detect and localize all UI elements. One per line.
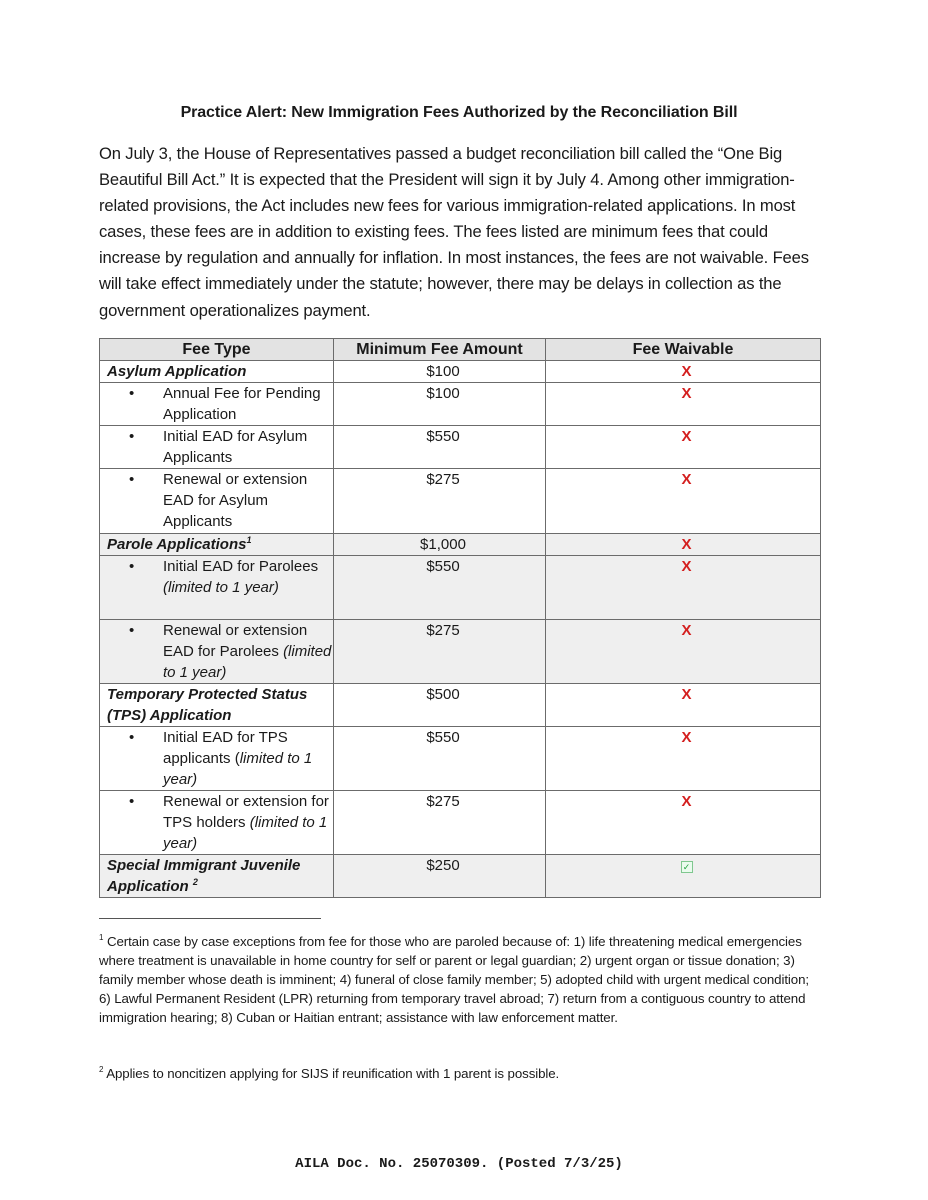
fee-waivable-cell <box>546 791 821 855</box>
fee-waivable-cell <box>546 684 821 727</box>
bullet-icon: • <box>129 428 135 445</box>
table-row-subitem <box>100 383 821 426</box>
header-fee-type: Fee Type <box>100 339 334 361</box>
fee-amount-cell: $275 <box>334 620 546 684</box>
table-row-subitem <box>100 426 821 469</box>
fee-table-body <box>100 361 821 898</box>
fee-amount-cell: $275 <box>334 469 546 534</box>
fee-amount-cell: $100 <box>334 361 546 383</box>
table-row-category <box>100 361 821 383</box>
table-row-subitem <box>100 791 821 855</box>
fee-amount-cell: $550 <box>334 727 546 791</box>
fee-amount-cell: $100 <box>334 383 546 426</box>
subitem-label: Initial EAD for TPS applicants (limited to 1 year) <box>163 729 313 788</box>
fee-amount-cell: $275 <box>334 791 546 855</box>
x-mark-icon: X <box>681 686 692 703</box>
limit-note: (limited to 1 year) <box>163 643 332 681</box>
intro-paragraph: On July 3, the House of Representatives passed a budget reconciliation bill called the “One Big Beautiful Bill Act.” It is expected that the President will sign it by July 4. Among other immigration-related provisions, the Act includes new fees for various immigration-related applications. In most cases, these fees are in addition to existing fees. The fees listed are minimum fees that could increase by regulation and annually for inflation. In most instances, the fees are not waivable. Fees will take effect immediately under the statute; however, there may be delays in collection as the government operationalizes payment. <box>99 144 809 320</box>
limit-note: (limited to 1 year) <box>163 814 328 852</box>
fee-table <box>99 338 821 898</box>
fee-type-cell <box>100 426 334 469</box>
fee-type-cell <box>100 727 334 791</box>
fee-type-cell <box>100 791 334 855</box>
bullet-icon: • <box>129 385 135 402</box>
fee-waivable-cell <box>546 361 821 383</box>
fee-amount-cell: $500 <box>334 684 546 727</box>
table-row-subitem <box>100 727 821 791</box>
subitem-label: Renewal or extension EAD for Asylum Applicants <box>163 471 308 530</box>
x-mark-icon: X <box>681 793 692 810</box>
table-row-category <box>100 684 821 727</box>
fee-type-cell <box>100 855 334 898</box>
fee-waivable-cell <box>546 855 821 898</box>
fee-waivable-cell <box>546 620 821 684</box>
fee-type-cell <box>100 620 334 684</box>
fee-waivable-cell <box>546 727 821 791</box>
footnote-ref: 2 <box>192 877 198 887</box>
fee-waivable-cell <box>546 383 821 426</box>
footnote-text: Applies to noncitizen applying for SIJS if reunification with 1 parent is possible. <box>103 1066 560 1081</box>
fee-type-cell <box>100 361 334 383</box>
x-mark-icon: X <box>681 428 692 445</box>
x-mark-icon: X <box>681 363 692 380</box>
table-row-category <box>100 534 821 556</box>
bullet-icon: • <box>129 622 135 639</box>
fee-waivable-cell <box>546 469 821 534</box>
footnote-2 <box>99 1064 824 1083</box>
category-label: Asylum Application <box>107 363 247 380</box>
fee-amount-cell: $250 <box>334 855 546 898</box>
bullet-icon: • <box>129 729 135 746</box>
x-mark-icon: X <box>681 622 692 639</box>
x-mark-icon: X <box>681 729 692 746</box>
subitem-label: Renewal or extension EAD for Parolees (limited to 1 year) <box>163 622 332 681</box>
limit-note: (limited to 1 year) <box>163 579 279 596</box>
bullet-icon: • <box>129 471 135 488</box>
x-mark-icon: X <box>681 471 692 488</box>
checkbox-checked-icon: ✓ <box>681 861 693 873</box>
subitem-label: Initial EAD for Parolees (limited to 1 year) <box>163 558 319 596</box>
fee-amount-cell: $1,000 <box>334 534 546 556</box>
fee-amount-cell: $550 <box>334 556 546 620</box>
table-row-subitem <box>100 620 821 684</box>
x-mark-icon: X <box>681 385 692 402</box>
fee-amount-cell: $550 <box>334 426 546 469</box>
footnote-text: Certain case by case exceptions from fee for those who are paroled because of: 1) life threatening medical emergencies where treatment is unavailable in home country for self or parent or legal guardian; 2) urgent organ or tissue donation; 3) family member whose death is imminent; 4) funeral of close family member; 5) adopted child with urgent medical condition; 6) Lawful Permanent Resident (LPR) returning from temporary travel abroad; 7) return from a contiguous country to attend immigration hearing; 8) Cuban or Haitian entrant; assistance with law enforcement matter. <box>99 934 809 1025</box>
header-minimum-fee-amount: Minimum Fee Amount <box>334 339 546 361</box>
fee-type-cell <box>100 556 334 620</box>
footnote-mark: 2 <box>99 1065 104 1074</box>
table-header-row <box>100 339 821 361</box>
footnote-separator <box>99 918 321 919</box>
fee-type-cell <box>100 469 334 534</box>
page-title: Practice Alert: New Immigration Fees Authorized by the Reconciliation Bill <box>180 104 738 121</box>
x-mark-icon: X <box>681 536 692 553</box>
header-fee-waivable: Fee Waivable <box>546 339 821 361</box>
fee-type-cell <box>100 684 334 727</box>
fee-type-cell <box>100 383 334 426</box>
fee-waivable-cell <box>546 556 821 620</box>
subitem-label: Initial EAD for Asylum Applicants <box>163 428 308 466</box>
table-row-subitem <box>100 556 821 620</box>
subitem-label: Renewal or extension for TPS holders (limited to 1 year) <box>163 793 329 852</box>
document-number: AILA Doc. No. 25070309. (Posted 7/3/25) <box>295 1156 623 1172</box>
footnote-ref: 1 <box>246 535 252 545</box>
table-row-subitem <box>100 469 821 534</box>
category-label: Temporary Protected Status (TPS) Application <box>107 686 308 724</box>
x-mark-icon: X <box>681 558 692 575</box>
fee-waivable-cell <box>546 534 821 556</box>
table-row-category <box>100 855 821 898</box>
footnote-1 <box>99 932 824 1027</box>
fee-type-cell <box>100 534 334 556</box>
subitem-label: Annual Fee for Pending Application <box>163 385 321 423</box>
category-label: Special Immigrant Juvenile Application $^2$ <box>107 857 301 895</box>
limit-note: limited to 1 year) <box>163 750 313 788</box>
fee-waivable-cell <box>546 426 821 469</box>
footnote-mark: 1 <box>99 933 104 942</box>
category-label: Parole Applications$^1$ <box>107 535 252 553</box>
bullet-icon: • <box>129 793 135 810</box>
bullet-icon: • <box>129 558 135 575</box>
